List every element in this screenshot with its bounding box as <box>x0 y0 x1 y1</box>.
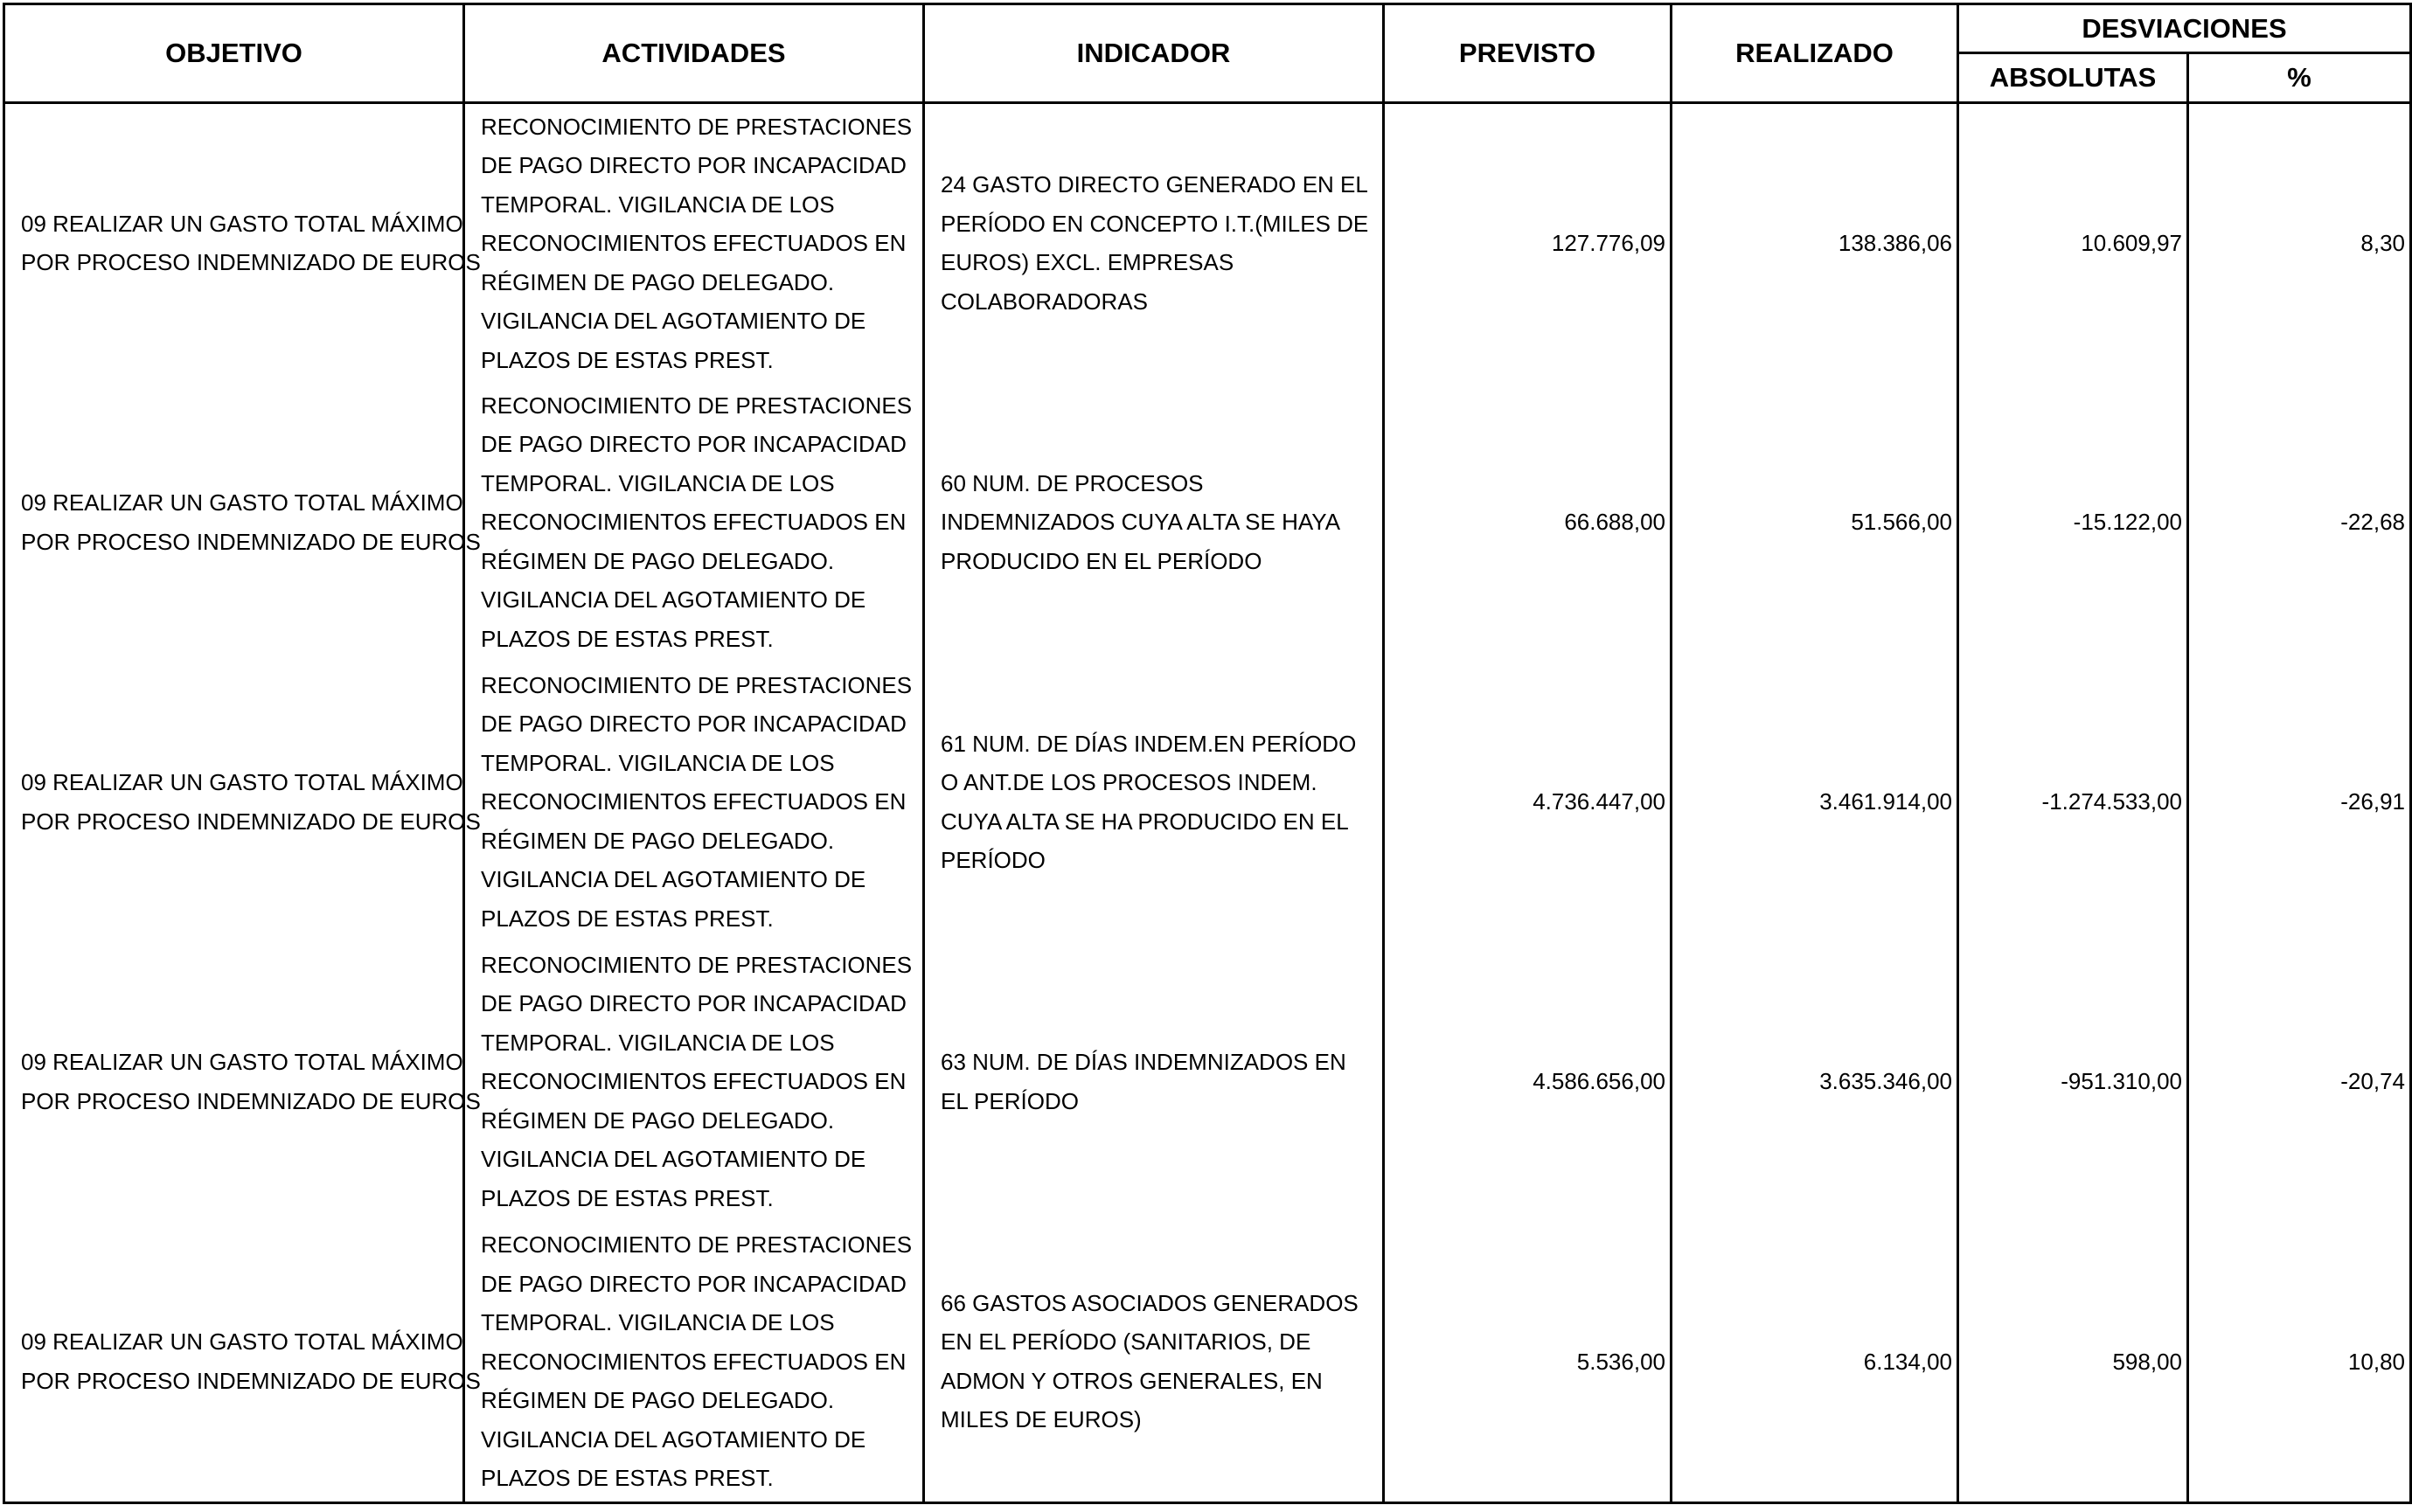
objetivo-line: 09 REALIZAR UN GASTO TOTAL MÁXIMO <box>21 769 463 795</box>
porcentaje-cell: 10,80 <box>2188 1222 2411 1503</box>
deviations-table <box>3 3 2412 1504</box>
actividades-cell: RECONOCIMIENTO DE PRESTACIONES DE PAGO DIRECTO POR INCAPACIDAD TEMPORAL. VIGILANCIA DE LOS RECONOCIMIENTOS EFECTUADOS EN RÉGIMEN DE PAGO DELEGADO. VIGILANCIA DEL AGOTAMIENTO DE PLAZOS DE ESTAS PREST. <box>464 662 924 942</box>
objetivo-line: POR PROCESO INDEMNIZADO DE EUROS <box>21 528 481 555</box>
table-header <box>4 4 2411 103</box>
table-row <box>4 103 2411 383</box>
objetivo-cell <box>4 942 481 1222</box>
objetivo-line: POR PROCESO INDEMNIZADO DE EUROS <box>21 249 481 276</box>
table-row <box>4 662 2411 942</box>
objetivo-line: POR PROCESO INDEMNIZADO DE EUROS <box>21 1367 481 1394</box>
indicador-cell: 63 NUM. DE DÍAS INDEMNIZADOS EN EL PERÍODO <box>924 942 1384 1222</box>
absolutas-cell: -951.310,00 <box>1958 942 2188 1222</box>
header-realizado: REALIZADO <box>1672 4 1958 103</box>
absolutas-cell: 598,00 <box>1958 1222 2188 1503</box>
header-previsto: PREVISTO <box>1384 4 1672 103</box>
objetivo-line: 09 REALIZAR UN GASTO TOTAL MÁXIMO <box>21 1049 463 1075</box>
actividades-cell: RECONOCIMIENTO DE PRESTACIONES DE PAGO DIRECTO POR INCAPACIDAD TEMPORAL. VIGILANCIA DE LOS RECONOCIMIENTOS EFECTUADOS EN RÉGIMEN DE PAGO DELEGADO. VIGILANCIA DEL AGOTAMIENTO DE PLAZOS DE ESTAS PREST. <box>464 942 924 1222</box>
previsto-cell: 66.688,00 <box>1384 383 1672 662</box>
header-indicador: INDICADOR <box>924 4 1384 103</box>
realizado-cell: 3.461.914,00 <box>1672 662 1958 942</box>
table-row <box>4 1222 2411 1503</box>
indicador-cell: 60 NUM. DE PROCESOS INDEMNIZADOS CUYA ALTA SE HAYA PRODUCIDO EN EL PERÍODO <box>924 383 1384 662</box>
realizado-cell: 3.635.346,00 <box>1672 942 1958 1222</box>
objetivo-line: 09 REALIZAR UN GASTO TOTAL MÁXIMO <box>21 210 463 237</box>
table-row <box>4 942 2411 1222</box>
previsto-cell: 4.586.656,00 <box>1384 942 1672 1222</box>
previsto-cell: 127.776,09 <box>1384 103 1672 383</box>
objetivo-line: 09 REALIZAR UN GASTO TOTAL MÁXIMO <box>21 1328 463 1356</box>
table-body <box>4 103 2411 1503</box>
previsto-cell: 5.536,00 <box>1384 1222 1672 1503</box>
porcentaje-cell: -26,91 <box>2188 662 2411 942</box>
header-objetivo: OBJETIVO <box>4 4 464 103</box>
objetivo-cell <box>4 1222 481 1503</box>
previsto-cell: 4.736.447,00 <box>1384 662 1672 942</box>
absolutas-cell: 10.609,97 <box>1958 103 2188 383</box>
absolutas-cell: -15.122,00 <box>1958 383 2188 662</box>
porcentaje-cell: 8,30 <box>2188 103 2411 383</box>
header-absolutas: ABSOLUTAS <box>1958 53 2188 103</box>
objetivo-cell <box>4 383 481 662</box>
absolutas-cell: -1.274.533,00 <box>1958 662 2188 942</box>
objetivo-line: POR PROCESO INDEMNIZADO DE EUROS <box>21 1087 481 1114</box>
table-row <box>4 383 2411 662</box>
header-desviaciones: DESVIACIONES <box>1958 4 2411 53</box>
objetivo-line: 09 REALIZAR UN GASTO TOTAL MÁXIMO <box>21 489 463 516</box>
objetivo-cell <box>4 103 481 383</box>
realizado-cell: 51.566,00 <box>1672 383 1958 662</box>
actividades-cell: RECONOCIMIENTO DE PRESTACIONES DE PAGO DIRECTO POR INCAPACIDAD TEMPORAL. VIGILANCIA DE LOS RECONOCIMIENTOS EFECTUADOS EN RÉGIMEN DE PAGO DELEGADO. VIGILANCIA DEL AGOTAMIENTO DE PLAZOS DE ESTAS PREST. <box>464 103 924 383</box>
porcentaje-cell: -22,68 <box>2188 383 2411 662</box>
header-porcentaje: % <box>2188 53 2411 103</box>
indicador-cell: 24 GASTO DIRECTO GENERADO EN EL PERÍODO EN CONCEPTO I.T.(MILES DE EUROS) EXCL. EMPRESAS COLABORADORAS <box>924 103 1384 383</box>
objetivo-line: POR PROCESO INDEMNIZADO DE EUROS <box>21 808 481 835</box>
objetivo-cell <box>4 662 481 942</box>
actividades-cell: RECONOCIMIENTO DE PRESTACIONES DE PAGO DIRECTO POR INCAPACIDAD TEMPORAL. VIGILANCIA DE LOS RECONOCIMIENTOS EFECTUADOS EN RÉGIMEN DE PAGO DELEGADO. VIGILANCIA DEL AGOTAMIENTO DE PLAZOS DE ESTAS PREST. <box>464 1222 924 1503</box>
actividades-cell: RECONOCIMIENTO DE PRESTACIONES DE PAGO DIRECTO POR INCAPACIDAD TEMPORAL. VIGILANCIA DE LOS RECONOCIMIENTOS EFECTUADOS EN RÉGIMEN DE PAGO DELEGADO. VIGILANCIA DEL AGOTAMIENTO DE PLAZOS DE ESTAS PREST. <box>464 383 924 662</box>
realizado-cell: 6.134,00 <box>1672 1222 1958 1503</box>
realizado-cell: 138.386,06 <box>1672 103 1958 383</box>
indicador-cell: 66 GASTOS ASOCIADOS GENERADOS EN EL PERÍODO (SANITARIOS, DE ADMON Y OTROS GENERALES, EN MILES DE EUROS) <box>924 1222 1384 1503</box>
porcentaje-cell: -20,74 <box>2188 942 2411 1222</box>
indicador-cell: 61 NUM. DE DÍAS INDEM.EN PERÍODO O ANT.DE LOS PROCESOS INDEM. CUYA ALTA SE HA PRODUCIDO EN EL PERÍODO <box>924 662 1384 942</box>
header-actividades: ACTIVIDADES <box>464 4 924 103</box>
